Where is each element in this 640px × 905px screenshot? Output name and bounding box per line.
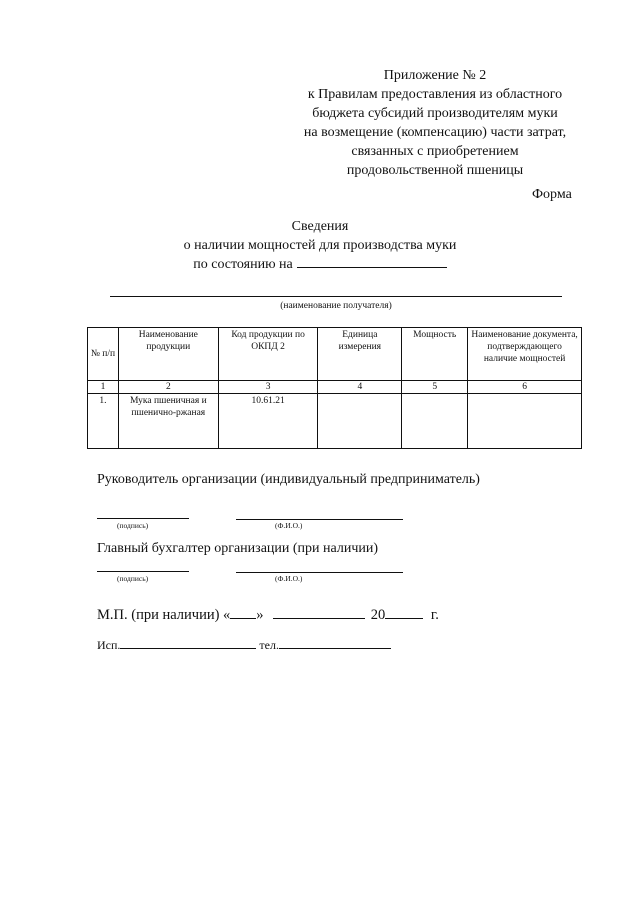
head-name-field[interactable] <box>236 519 403 520</box>
form-label: Форма <box>532 187 572 202</box>
column-header-number: № п/п <box>88 328 119 381</box>
index-cell: 4 <box>318 381 402 394</box>
column-header-product: Наименование продукции <box>118 328 218 381</box>
stamp-label: М.П. (при наличии) « <box>97 607 231 623</box>
row-code: 10.61.21 <box>218 394 318 449</box>
table-header-row <box>88 328 582 381</box>
row-unit[interactable] <box>318 394 402 449</box>
year-field[interactable] <box>385 606 423 619</box>
accountant-name-caption: (Ф.И.О.) <box>275 574 303 583</box>
day-field[interactable] <box>230 606 256 619</box>
title-line-2: о наличии мощностей для производства муки <box>183 238 457 253</box>
column-header-unit: Единица измерения <box>318 328 402 381</box>
accountant-signature-caption: (подпись) <box>117 574 149 583</box>
appendix-line: к Правилам предоставления из областного <box>307 87 563 102</box>
appendix-line: бюджета субсидий производителям муки <box>312 106 558 121</box>
phone-label: тел. <box>259 638 279 652</box>
document-title <box>150 217 490 274</box>
head-signature-caption: (подпись) <box>117 521 149 530</box>
index-cell: 5 <box>402 381 468 394</box>
appendix-line: продовольственной пшеницы <box>346 163 524 178</box>
index-cell: 3 <box>218 381 318 394</box>
column-header-code: Код продукции по ОКПД 2 <box>218 328 318 381</box>
row-product: Мука пшеничная и пшенично-ржаная <box>118 394 218 449</box>
appendix-line: связанных с приобретением <box>351 144 519 159</box>
month-field[interactable] <box>273 606 365 619</box>
executor-field[interactable] <box>120 638 256 649</box>
appendix-header <box>270 66 600 180</box>
accountant-name-field[interactable] <box>236 572 403 573</box>
recipient-caption: (наименование получателя) <box>280 301 392 311</box>
accountant-title: Главный бухгалтер организации (при наличии) <box>97 541 379 556</box>
column-header-document: Наименование документа, подтверждающего наличие мощностей <box>468 328 582 381</box>
index-cell: 6 <box>468 381 582 394</box>
year-prefix: 20 <box>370 607 386 623</box>
as-of-date-field[interactable] <box>297 255 447 268</box>
table-row <box>88 394 582 449</box>
row-document[interactable] <box>468 394 582 449</box>
phone-field[interactable] <box>279 638 391 649</box>
index-cell: 1 <box>88 381 119 394</box>
capacity-table <box>87 327 582 449</box>
head-name-caption: (Ф.И.О.) <box>275 521 303 530</box>
year-suffix: г. <box>430 607 439 623</box>
head-title: Руководитель организации (индивидуальный предприниматель) <box>97 472 480 487</box>
row-number: 1. <box>88 394 119 449</box>
title-line-3 <box>150 255 490 274</box>
close-quote: » <box>256 607 264 623</box>
title-line-1: Сведения <box>291 219 349 234</box>
head-signature-field[interactable] <box>97 518 189 519</box>
row-capacity[interactable] <box>402 394 468 449</box>
executor-line <box>97 638 391 653</box>
recipient-name-field[interactable] <box>110 296 562 297</box>
appendix-line: на возмещение (компенсацию) части затрат, <box>303 125 567 140</box>
appendix-line: Приложение № 2 <box>383 68 487 83</box>
as-of-label: по состоянию на <box>193 257 293 272</box>
column-header-capacity: Мощность <box>402 328 468 381</box>
stamp-date-line <box>97 606 439 624</box>
executor-label: Исп. <box>97 638 121 652</box>
index-cell: 2 <box>118 381 218 394</box>
accountant-signature-field[interactable] <box>97 571 189 572</box>
table-index-row <box>88 381 582 394</box>
